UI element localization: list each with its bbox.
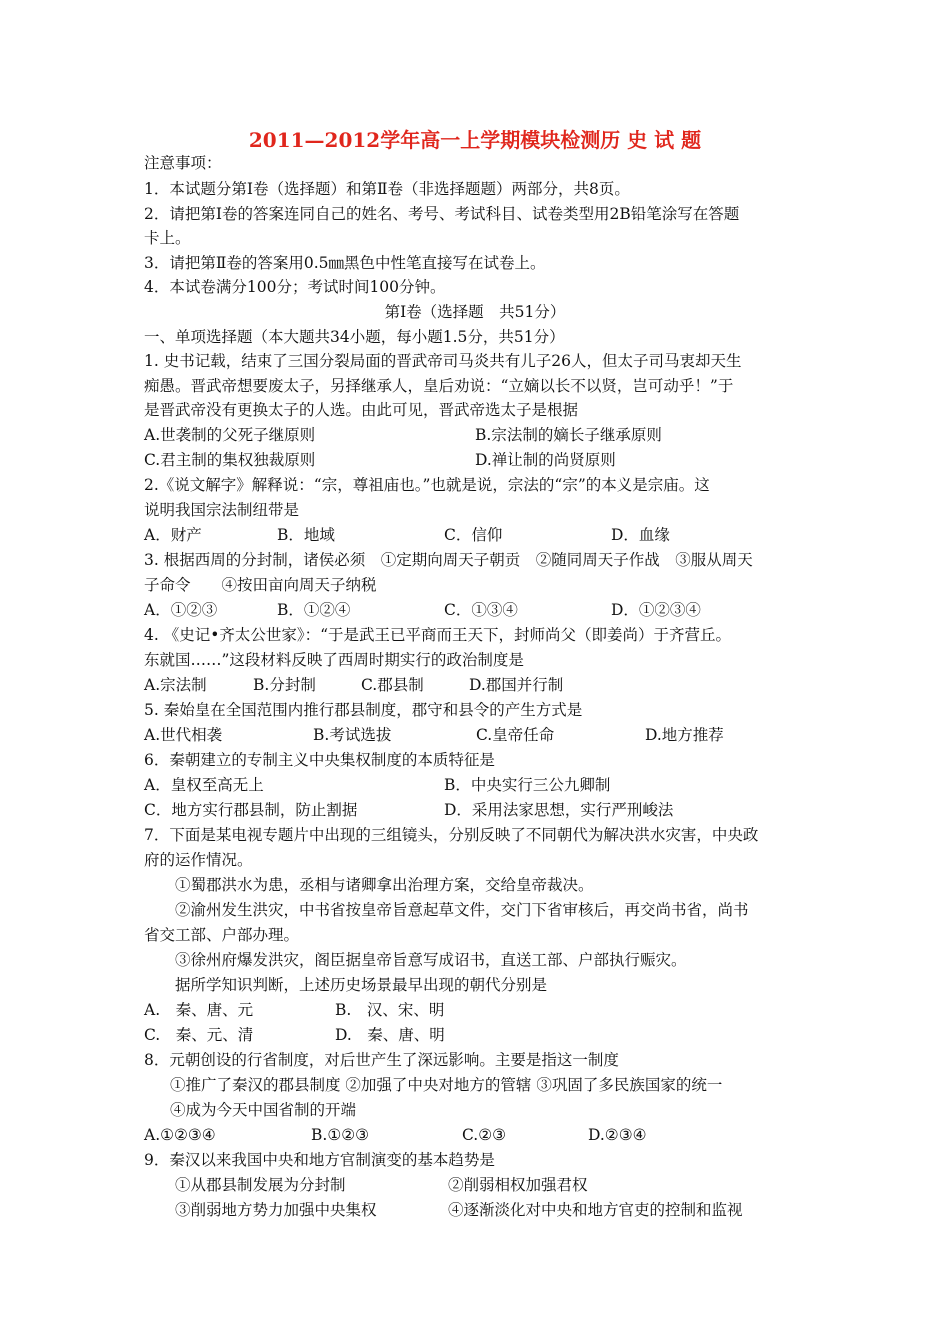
- option-b: B. 汉、宋、明: [335, 1001, 445, 1019]
- option-c: C.②③: [462, 1126, 507, 1144]
- section-heading: 第Ⅰ卷（选择题 共51分）: [384, 303, 566, 321]
- question-line: 4. 《史记•齐太公世家》：“于是武王已平商而王天下，封师尚父（即姜尚）于齐营丘。: [144, 626, 732, 644]
- question-line: 省交工部、户部办理。: [144, 926, 300, 944]
- option-c: C．地方实行郡县制，防止割据: [144, 801, 358, 819]
- option-a: A．财产: [144, 526, 202, 544]
- option-3: ③削弱地方势力加强中央集权: [175, 1201, 377, 1219]
- option-c: C.郡县制: [361, 676, 424, 694]
- question-line: 9．秦汉以来我国中央和地方官制演变的基本趋势是: [144, 1151, 495, 1169]
- question-line: 6．秦朝建立的专制主义中央集权制度的本质特征是: [144, 751, 495, 769]
- option-d: D.地方推荐: [645, 726, 724, 744]
- question-line: 说明我国宗法制纽带是: [144, 501, 300, 519]
- option-c: C.君主制的集权独裁原则: [144, 451, 316, 469]
- option-a: A.①②③④: [144, 1126, 216, 1144]
- option-a: A. 秦、唐、元: [144, 1001, 254, 1019]
- question-line: ①推广了秦汉的郡县制度 ②加强了中央对地方的管辖 ③巩固了多民族国家的统一: [170, 1076, 723, 1094]
- question-line: ②渝州发生洪灾，中书省按皇帝旨意起草文件，交门下省审核后，再交尚书省，尚书: [175, 901, 749, 919]
- question-line: ①蜀郡洪水为患，丞相与诸卿拿出治理方案，交给皇帝裁决。: [175, 876, 594, 894]
- option-d: D．血缘: [611, 526, 670, 544]
- option-d: D. 秦、唐、明: [335, 1026, 445, 1044]
- part-heading: 一、单项选择题（本大题共34小题，每小题1.5分，共51分）: [144, 328, 565, 346]
- option-d: D．采用法家思想，实行严刑峻法: [444, 801, 674, 819]
- option-c: C．信仰: [444, 526, 503, 544]
- question-line: 据所学知识判断，上述历史场景最早出现的朝代分别是: [175, 976, 548, 994]
- notice-item: 2．请把第Ⅰ卷的答案连同自己的姓名、考号、考试科目、试卷类型用2B铅笔涂写在答题: [144, 205, 740, 223]
- question-line: 3. 根据西周的分封制，诸侯必须 ①定期向周天子朝贡 ②随同周天子作战 ③服从周天: [144, 551, 753, 569]
- notice-item: 3．请把第Ⅱ卷的答案用0.5㎜黑色中性笔直接写在试卷上。: [144, 254, 546, 272]
- notice-item: 1．本试题分第Ⅰ卷（选择题）和第Ⅱ卷（非选择题题）两部分，共8页。: [144, 180, 630, 198]
- option-b: B.考试选拔: [313, 726, 392, 744]
- notice-heading: 注意事项：: [144, 154, 222, 172]
- question-line: 子命令 ④按田亩向周天子纳税: [144, 576, 377, 594]
- option-a: A．皇权至高无上: [144, 776, 264, 794]
- option-1: ①从郡县制发展为分封制: [175, 1176, 346, 1194]
- question-line: 5. 秦始皇在全国范围内推行郡县制度，郡守和县令的产生方式是: [144, 701, 583, 719]
- option-b: B.分封制: [253, 676, 316, 694]
- option-d: D.②③④: [588, 1126, 647, 1144]
- question-line: 7．下面是某电视专题片中出现的三组镜头，分别反映了不同朝代为解决洪水灾害，中央政: [144, 826, 759, 844]
- option-d: D.禅让制的尚贤原则: [475, 451, 616, 469]
- option-b: B.①②③: [311, 1126, 370, 1144]
- option-d: D．①②③④: [611, 601, 701, 619]
- notice-item: 4．本试卷满分100分；考试时间100分钟。: [144, 278, 446, 296]
- question-line: ④成为今天中国省制的开端: [170, 1101, 357, 1119]
- option-a: A.世代相袭: [144, 726, 223, 744]
- option-a: A.宗法制: [144, 676, 207, 694]
- notice-item: 卡上。: [144, 229, 191, 247]
- option-b: B．中央实行三公九卿制: [444, 776, 611, 794]
- option-b: B．地域: [277, 526, 335, 544]
- option-b: B.宗法制的嫡长子继承原则: [475, 426, 662, 444]
- question-line: 痴愚。晋武帝想要废太子，另择继承人，皇后劝说：“立嫡以长不以贤，岂可动乎！”于: [144, 377, 734, 395]
- option-d: D.郡国并行制: [469, 676, 564, 694]
- option-a: A．①②③: [144, 601, 218, 619]
- question-line: ③徐州府爆发洪灾，阁臣据皇帝旨意写成诏书，直送工部、户部执行赈灾。: [175, 951, 687, 969]
- option-c: C. 秦、元、清: [144, 1026, 254, 1044]
- option-2: ②削弱相权加强君权: [448, 1176, 588, 1194]
- question-line: 2.《说文解字》解释说：“宗，尊祖庙也。”也就是说，宗法的“宗”的本义是宗庙。这: [144, 476, 710, 494]
- option-c: C．①③④: [444, 601, 518, 619]
- option-a: A.世袭制的父死子继原则: [144, 426, 316, 444]
- option-b: B．①②④: [277, 601, 351, 619]
- question-line: 府的运作情况。: [144, 851, 253, 869]
- option-c: C.皇帝任命: [476, 726, 555, 744]
- option-4: ④逐渐淡化对中央和地方官吏的控制和监视: [448, 1201, 743, 1219]
- question-line: 是晋武帝没有更换太子的人选。由此可见，晋武帝选太子是根据: [144, 401, 579, 419]
- exam-title: 2011—2012学年高一上学期模块检测历 史 试 题: [248, 128, 702, 152]
- question-line: 8．元朝创设的行省制度，对后世产生了深远影响。主要是指这一制度: [144, 1051, 619, 1069]
- question-line: 1. 史书记载，结束了三国分裂局面的晋武帝司马炎共有儿子26人，但太子司马衷却天生: [144, 352, 742, 370]
- question-line: 东就国……”这段材料反映了西周时期实行的政治制度是: [144, 651, 524, 669]
